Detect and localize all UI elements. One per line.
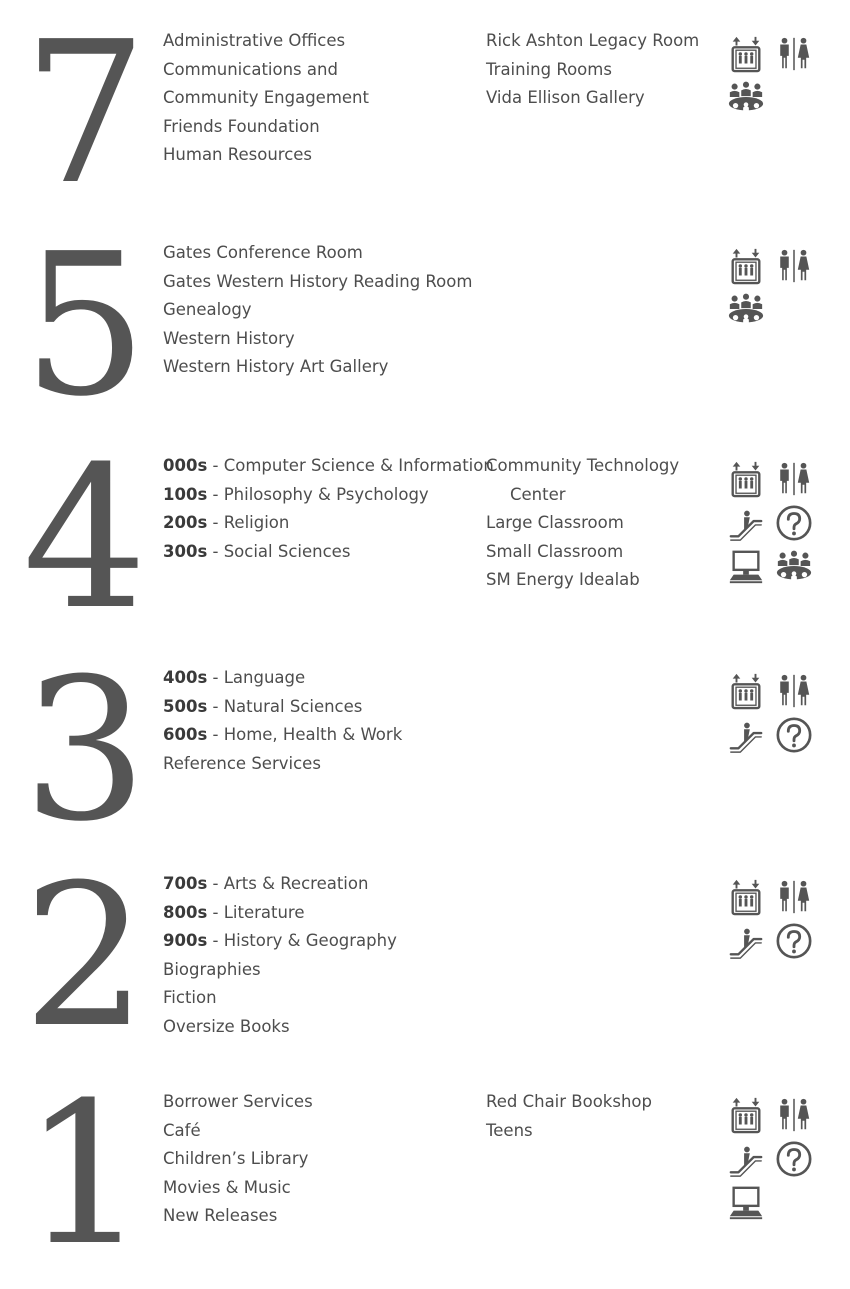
call-number-range: 100s — [163, 484, 208, 504]
list-item: Oversize Books — [163, 1016, 290, 1036]
list-item: Borrower Services — [163, 1092, 313, 1111]
list-item: Rick Ashton Legacy Room — [486, 31, 700, 50]
list-item: Gates Western History Reading Room — [163, 271, 473, 291]
floor-1-amenities — [726, 1095, 822, 1227]
call-number-range: 800s — [163, 902, 208, 922]
call-number-range: 300s — [163, 541, 208, 561]
list-item — [163, 664, 402, 693]
subject-label: - Social Sciences — [207, 541, 351, 561]
list-item — [163, 509, 494, 538]
floor-1-directory-primary — [163, 1088, 313, 1231]
floor-number: 7 — [22, 0, 148, 228]
list-item: Gates Conference Room — [163, 243, 363, 262]
floor-number: 5 — [22, 212, 148, 440]
list-item: Administrative Offices — [163, 31, 346, 50]
list-item: Genealogy — [163, 300, 252, 319]
escalator-icon — [726, 1139, 766, 1179]
computer-icon — [726, 547, 766, 587]
elevator-icon — [726, 1095, 766, 1135]
subject-label: - Computer Science & Information — [207, 456, 494, 475]
floor-7-directory-primary — [163, 27, 369, 170]
list-item: Western History — [163, 328, 295, 348]
meeting-room-icon — [726, 78, 766, 118]
floor-4-directory-secondary — [486, 452, 679, 595]
elevator-icon — [726, 877, 766, 917]
list-item: Western History Art Gallery — [163, 357, 389, 376]
list-item: Community Engagement — [163, 88, 369, 107]
floor-7-directory-secondary — [486, 27, 699, 113]
list-item: Friends Foundation — [163, 116, 320, 136]
floor-4-amenities — [726, 459, 822, 591]
escalator-icon — [726, 715, 766, 755]
restroom-icon — [774, 246, 814, 286]
elevator-icon — [726, 671, 766, 711]
call-number-range: 400s — [163, 668, 208, 687]
floor-number: 3 — [22, 637, 148, 865]
restroom-icon — [774, 1095, 814, 1135]
subject-label: - History & Geography — [207, 931, 397, 950]
list-item: Community Technology — [486, 456, 680, 475]
floor-1-directory-secondary — [486, 1088, 652, 1145]
list-item: Biographies — [163, 959, 261, 979]
restroom-icon — [774, 671, 814, 711]
floor-number: 2 — [22, 843, 148, 1071]
list-item: SM Energy Idealab — [486, 570, 640, 589]
list-item — [163, 481, 494, 510]
floor-number: 1 — [22, 1061, 148, 1289]
subject-label: - Home, Health & Work — [207, 725, 403, 744]
floor-2-amenities — [726, 877, 822, 965]
information-icon — [774, 715, 814, 755]
list-item: Fiction — [163, 988, 217, 1007]
computer-icon — [726, 1183, 766, 1223]
floor-2-directory-primary — [163, 870, 397, 1041]
restroom-icon — [774, 34, 814, 74]
call-number-range: 600s — [163, 725, 208, 744]
escalator-icon — [726, 921, 766, 961]
call-number-range: 500s — [163, 696, 208, 716]
meeting-room-icon — [726, 290, 766, 330]
list-item: New Releases — [163, 1206, 278, 1225]
floor-4-directory-primary — [163, 452, 494, 566]
meeting-room-icon — [774, 547, 814, 587]
list-item: Movies & Music — [163, 1177, 291, 1197]
subject-label: - Religion — [207, 513, 290, 532]
list-item: Communications and — [163, 59, 338, 79]
list-item: Reference Services — [163, 753, 321, 773]
subject-label: - Natural Sciences — [207, 696, 363, 716]
list-item — [163, 452, 494, 481]
call-number-range: 900s — [163, 931, 208, 950]
list-item: Human Resources — [163, 145, 313, 164]
floor-3-amenities — [726, 671, 822, 759]
list-item: Vida Ellison Gallery — [486, 88, 645, 107]
subject-label: - Arts & Recreation — [207, 874, 369, 893]
elevator-icon — [726, 34, 766, 74]
escalator-icon — [726, 503, 766, 543]
list-item — [163, 899, 397, 928]
list-item — [163, 927, 397, 956]
list-item — [163, 721, 402, 750]
elevator-icon — [726, 246, 766, 286]
call-number-range: 200s — [163, 513, 208, 532]
information-icon — [774, 503, 814, 543]
list-item: Small Classroom — [486, 541, 624, 561]
list-item — [163, 693, 402, 722]
floor-7-amenities — [726, 34, 822, 122]
list-item: Children’s Library — [163, 1149, 309, 1168]
list-item: Teens — [486, 1120, 533, 1140]
information-icon — [774, 1139, 814, 1179]
elevator-icon — [726, 459, 766, 499]
floor-3-directory-primary — [163, 664, 402, 778]
floor-number: 4 — [22, 425, 148, 653]
list-item — [163, 870, 397, 899]
call-number-range: 700s — [163, 874, 208, 893]
floor-5-directory-primary — [163, 239, 472, 382]
list-item: Training Rooms — [486, 59, 612, 79]
list-item — [163, 538, 494, 567]
restroom-icon — [774, 877, 814, 917]
floor-5-amenities — [726, 246, 822, 334]
restroom-icon — [774, 459, 814, 499]
list-item: Center — [510, 484, 566, 504]
subject-label: - Language — [207, 668, 306, 687]
subject-label: - Literature — [207, 902, 305, 922]
list-item: Red Chair Bookshop — [486, 1092, 652, 1111]
subject-label: - Philosophy & Psychology — [207, 484, 429, 504]
information-icon — [774, 921, 814, 961]
call-number-range: 000s — [163, 456, 208, 475]
list-item: Café — [163, 1120, 201, 1140]
list-item: Large Classroom — [486, 513, 624, 532]
